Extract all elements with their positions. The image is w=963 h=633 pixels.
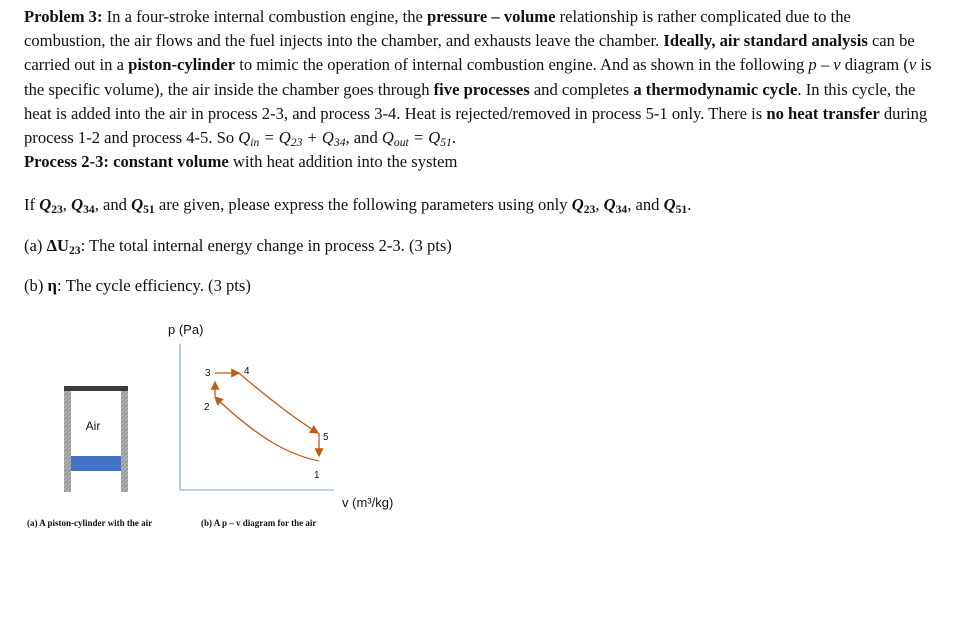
text: : The cycle efficiency. (3 pts) (56, 276, 251, 295)
text: are given, please express the following parameters using only (154, 195, 572, 214)
text: p – v (808, 55, 841, 75)
cylinder-head (64, 386, 128, 391)
text: Ideally, air standard analysis (663, 31, 868, 51)
text: out (393, 135, 409, 149)
cylinder-wall-left (64, 390, 71, 492)
text: 23 (290, 135, 303, 149)
text: 23 (51, 202, 63, 216)
text: and completes (529, 79, 634, 99)
caption-a: (a) A piston-cylinder with the air (27, 518, 153, 528)
text: = Q (408, 128, 441, 148)
text: In a four-stroke internal combustion engine, the (102, 7, 428, 26)
text: η (47, 276, 57, 295)
point-3-label: 3 (205, 368, 211, 379)
text: 51 (440, 135, 452, 149)
piston (71, 456, 121, 471)
text: v (908, 55, 917, 75)
text: Q (71, 195, 84, 214)
text: no heat transfer (766, 103, 880, 123)
text: + Q (302, 128, 334, 148)
text: . (687, 195, 692, 214)
piston-cylinder (64, 386, 128, 492)
text: Q (603, 195, 616, 214)
problem-heading: Problem 3: (24, 7, 103, 26)
text: . In this cycle, the heat is added into the air in process 2-3, and process 3-4. Heat is rejected/removed in process 5-1 only. There is (24, 79, 916, 123)
text: to mimic the operation of internal combustion engine. And as shown in the following (235, 55, 809, 75)
text: with heat addition into the system (228, 152, 458, 172)
y-axis-label: p (Pa) (168, 322, 204, 337)
state-labels (204, 366, 329, 481)
text: , and (94, 195, 132, 214)
text: 34 (83, 202, 95, 216)
text: (a) (24, 236, 47, 255)
text: 23 (68, 243, 81, 257)
text: , and (627, 195, 664, 214)
point-5-label: 5 (323, 432, 329, 443)
text: , and (345, 128, 382, 148)
text: 51 (143, 202, 155, 216)
caption-b: (b) A p – v diagram for the air (201, 518, 317, 528)
text: Q (238, 128, 251, 148)
text: Q (663, 195, 676, 214)
text: , (62, 195, 72, 214)
point-1-label: 1 (314, 470, 320, 481)
text: 23 (583, 202, 596, 216)
text: 51 (675, 202, 688, 216)
text: five processes (433, 79, 530, 99)
text: (b) (24, 276, 48, 295)
process-1-2 (215, 397, 319, 461)
text: pressure – volume (427, 7, 556, 26)
text: ΔU (46, 236, 69, 255)
text: can be carried out in a (24, 31, 915, 75)
text: , (595, 195, 604, 214)
text: a thermodynamic cycle (633, 79, 798, 99)
text: Q (381, 128, 394, 148)
cylinder-label: Air (85, 419, 101, 433)
process-4-5 (239, 373, 318, 433)
text: in (250, 135, 260, 149)
cycle-paths (215, 373, 319, 461)
text: : The total internal energy change in process 2-3. (3 pts) (80, 236, 452, 255)
text: Q (131, 195, 144, 214)
text: = Q (259, 128, 291, 148)
text: Q (39, 195, 52, 214)
text: is the specific volume), the air inside the chamber goes through (24, 55, 932, 99)
text: . (451, 128, 456, 148)
text: diagram ( (840, 55, 909, 75)
process-heading: Process 2-3: constant volume (24, 152, 229, 172)
text: during process 1-2 and process 4-5. So (24, 103, 928, 148)
x-axis-label: v (m³/kg) (342, 495, 394, 510)
point-2-label: 2 (204, 402, 210, 413)
cylinder-wall-right (121, 390, 128, 492)
text: 34 (615, 202, 628, 216)
text: If (24, 195, 40, 214)
point-4-label: 4 (244, 366, 250, 377)
text: piston-cylinder (128, 55, 236, 75)
text: 34 (333, 135, 346, 149)
text: Q (571, 195, 584, 214)
text: relationship is rather complicated due to the combustion, the air flows and the fuel injects into the chamber, and exhausts leave the chamber. (24, 7, 851, 51)
